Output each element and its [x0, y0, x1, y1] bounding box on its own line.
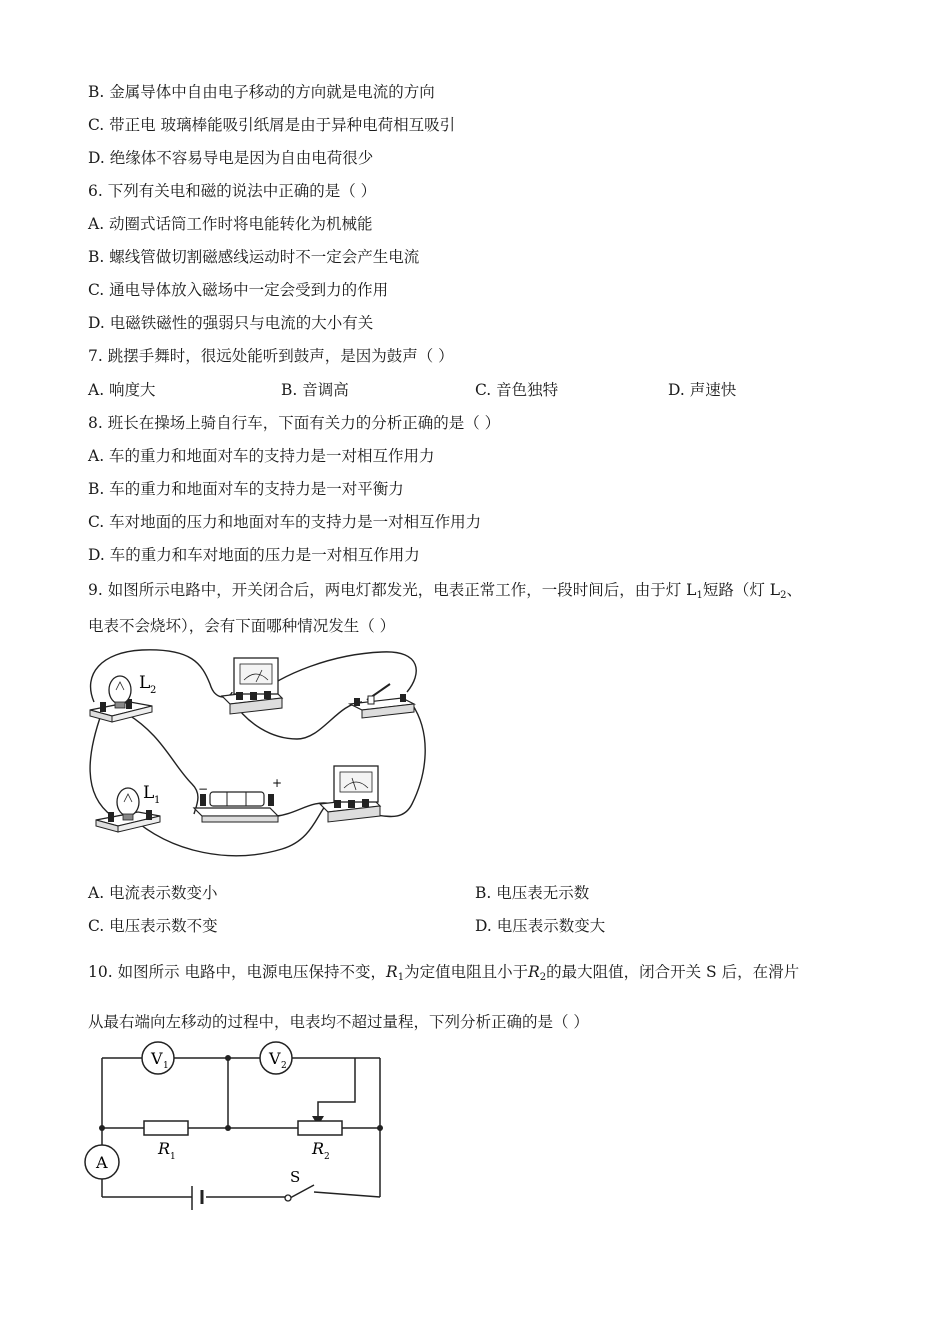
r2-label-sub: 2 [324, 1152, 330, 1162]
q10-stem [88, 962, 799, 988]
q6-option-c: C. 通电导体放入磁场中一定会受到力的作用 [88, 281, 389, 299]
r2-label: R [312, 1139, 325, 1158]
q10-r2: R [528, 963, 540, 981]
battery-minus-label: − [198, 782, 209, 796]
q10-circuit-schematic [80, 1040, 400, 1220]
q7-option-c: C. 音色独特 [475, 381, 559, 399]
q9-stem [88, 580, 802, 606]
resistor-r1 [144, 1121, 188, 1135]
r1-label: R [158, 1139, 171, 1158]
q8-option-d: D. 车的重力和车对地面的压力是一对相互作用力 [88, 546, 420, 564]
q10-stem-part1: 10. 如图所示 电路中，电源电压保持不变， [88, 963, 387, 981]
q6-option-a: A. 动圈式话筒工作时将电能转化为机械能 [88, 215, 373, 233]
r1-label-sub: 1 [170, 1152, 176, 1162]
q10-stem-line2: 从最右端向左移动的过程中，电表均不超过量程，下列分析正确的是（ ） [88, 1013, 589, 1031]
q10-r1-sub: 1 [397, 972, 405, 983]
label-l2: L [139, 673, 151, 693]
q9-option-d: D. 电压表示数变大 [475, 917, 606, 935]
q5-option-c: C. 带正电 玻璃棒能吸引纸屑是由于异种电荷相互吸引 [88, 116, 456, 134]
battery [194, 792, 278, 822]
junction-dot [99, 1125, 105, 1131]
label-l1: L [143, 783, 155, 803]
q8-option-b: B. 车的重力和地面对车的支持力是一对平衡力 [88, 480, 404, 498]
q9-stem-line2: 电表不会烧坏），会有下面哪种情况发生（ ） [88, 617, 396, 635]
q9-stem-sub1: 1 [696, 590, 703, 601]
rheostat-r2 [298, 1121, 342, 1135]
v2-label: V [269, 1049, 281, 1068]
q9-stem-sub2: 2 [780, 590, 787, 601]
switch-label: S [290, 1168, 301, 1186]
q6-option-b: B. 螺线管做切割磁感线运动时不一定会产生电流 [88, 248, 420, 266]
switch [350, 684, 414, 718]
q10-stem-part3: 的最大阻值，闭合开关 S 后，在滑片 [546, 963, 800, 981]
junction-dot [377, 1125, 383, 1131]
q6-stem: 6. 下列有关电和磁的说法中正确的是（ ） [88, 182, 377, 200]
q9-option-a: A. 电流表示数变小 [88, 884, 218, 902]
q5-option-b: B. 金属导体中自由电子移动的方向就是电流的方向 [88, 83, 435, 101]
q7-option-d: D. 声速快 [668, 381, 737, 399]
q8-stem: 8. 班长在操场上骑自行车，下面有关力的分析正确的是（ ） [88, 414, 501, 432]
q10-r1: R [386, 963, 398, 981]
switch-blade [290, 1185, 314, 1198]
q9-stem-part1: 9. 如图所示电路中，开关闭合后，两电灯都发光，电表正常工作，一段时间后，由于灯 L [88, 581, 697, 599]
q9-option-c: C. 电压表示数不变 [88, 917, 218, 935]
meter-top [222, 658, 282, 714]
switch-terminal [285, 1195, 291, 1201]
q7-option-b: B. 音调高 [281, 381, 349, 399]
battery-plus-label: + [272, 776, 283, 790]
ammeter-label: A [96, 1153, 108, 1172]
q8-option-c: C. 车对地面的压力和地面对车的支持力是一对相互作用力 [88, 513, 482, 531]
q8-option-a: A. 车的重力和地面对车的支持力是一对相互作用力 [88, 447, 435, 465]
v1-label: V [151, 1049, 163, 1068]
q9-stem-part3: 、 [786, 581, 802, 599]
q9-circuit-figure [82, 644, 442, 862]
label-l1-sub: 1 [154, 795, 161, 806]
q10-r2-sub: 2 [539, 972, 547, 983]
v1-label-sub: 1 [163, 1061, 169, 1071]
wire [256, 652, 416, 696]
q9-option-b: B. 电压表无示数 [475, 884, 590, 902]
label-l2-sub: 2 [150, 685, 157, 696]
rheostat-slider [318, 1058, 355, 1120]
meter-bottom [320, 766, 380, 822]
q9-stem-part2: 短路（灯 L [702, 581, 781, 599]
q7-stem: 7. 跳摆手舞时，很远处能听到鼓声，是因为鼓声（ ） [88, 347, 454, 365]
wire [314, 1192, 380, 1197]
v2-label-sub: 2 [281, 1061, 287, 1071]
wire [90, 712, 112, 816]
q6-option-d: D. 电磁铁磁性的强弱只与电流的大小有关 [88, 314, 374, 332]
junction-dot [225, 1125, 231, 1131]
q5-option-d: D. 绝缘体不容易导电是因为自由电荷很少 [88, 149, 374, 167]
q7-option-a: A. 响度大 [88, 381, 156, 399]
junction-dot [225, 1055, 231, 1061]
q10-stem-part2: 为定值电阻且小于 [404, 963, 529, 981]
